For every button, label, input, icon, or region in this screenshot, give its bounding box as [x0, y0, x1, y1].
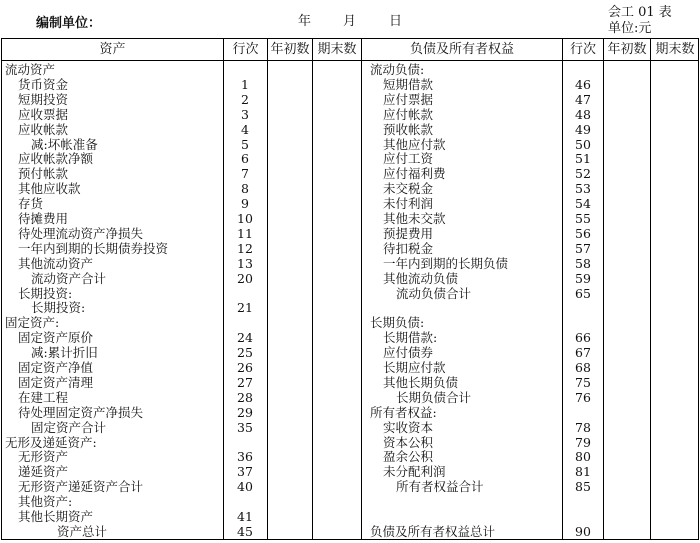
liability-line-no: 59 — [575, 270, 591, 286]
liability-label: 应付福利费 — [383, 166, 446, 182]
liability-label: 未分配利润 — [383, 464, 446, 480]
end-balance-column-header: 期末数 — [317, 42, 357, 57]
liability-label: 资本公积 — [383, 434, 434, 450]
preparer-unit-label: 编制单位： — [36, 16, 102, 31]
liability-line-no: 90 — [575, 523, 591, 539]
asset-label: 减:坏帐准备 — [31, 136, 98, 152]
liability-row — [2, 77, 698, 93]
liabilities-equity-column-header: 负债及所有者权益 — [409, 42, 514, 57]
liability-line-no: 55 — [575, 211, 591, 226]
liability-row — [2, 256, 698, 272]
asset-line-no: 21 — [237, 300, 253, 316]
year-label: 年 — [298, 14, 312, 29]
asset-line-no: 10 — [237, 211, 253, 226]
liability-row — [2, 509, 698, 525]
liability-line-no: 52 — [575, 166, 591, 182]
liability-label: 所有者权益: — [370, 404, 437, 420]
asset-label: 递延资产 — [18, 464, 69, 480]
asset-label: 应收帐款 — [18, 121, 69, 137]
liability-line-no: 85 — [575, 479, 591, 495]
asset-label: 流动资产 — [5, 62, 56, 77]
asset-label: 其他应收款 — [18, 181, 81, 197]
liability-label: 长期负债合计 — [396, 389, 472, 405]
line-no-column-header: 行次 — [569, 42, 596, 57]
liability-line-no: 53 — [575, 181, 591, 197]
asset-label: 待处理流动资产净损失 — [18, 225, 144, 241]
liability-row — [2, 226, 698, 242]
asset-label: 流动资产合计 — [31, 270, 107, 286]
asset-label: 固定资产原价 — [18, 330, 94, 346]
liability-label: 长期负债: — [370, 315, 425, 331]
asset-line-no: 11 — [237, 225, 253, 241]
form-code: 会工 01 表 — [608, 5, 672, 20]
liability-label: 盈余公积 — [383, 449, 434, 465]
liability-label: 其他长期负债 — [383, 374, 459, 390]
liability-line-no: 47 — [575, 91, 591, 107]
asset-line-no: 9 — [241, 196, 249, 212]
liability-line-no: 49 — [575, 121, 591, 137]
asset-line-no: 45 — [237, 523, 253, 539]
asset-line-no: 3 — [241, 106, 249, 122]
liability-row — [2, 107, 698, 123]
liability-row — [2, 300, 698, 316]
asset-line-no: 25 — [237, 345, 253, 361]
asset-label: 待摊费用 — [18, 211, 69, 226]
liability-row — [2, 479, 698, 495]
liability-row — [2, 196, 698, 212]
liability-row — [2, 181, 698, 197]
liability-row — [2, 137, 698, 153]
liability-row — [2, 286, 698, 302]
liability-row — [2, 92, 698, 108]
asset-label: 一年内到期的长期债券投资 — [18, 240, 169, 256]
asset-line-no: 41 — [237, 509, 253, 524]
asset-label: 其他流动资产 — [18, 255, 94, 271]
liability-label: 流动负债: — [370, 62, 425, 77]
asset-label: 长期投资: — [18, 285, 73, 301]
header-divider — [2, 60, 698, 61]
liability-row — [2, 420, 698, 436]
asset-label: 固定资产清理 — [18, 374, 94, 390]
liability-line-no: 51 — [575, 151, 591, 167]
asset-label: 无形资产 — [18, 449, 69, 465]
liability-row — [2, 151, 698, 167]
liability-label: 预提费用 — [383, 225, 434, 241]
liability-line-no: 50 — [575, 136, 591, 152]
liability-line-no: 58 — [575, 255, 591, 271]
liability-row — [2, 390, 698, 406]
liability-row — [2, 494, 698, 510]
liability-row — [2, 122, 698, 138]
begin-balance-column-header: 年初数 — [270, 42, 310, 57]
asset-line-no: 28 — [237, 389, 253, 405]
liability-row — [2, 62, 698, 78]
asset-label: 货币资金 — [18, 76, 69, 92]
end-balance-column-header: 期末数 — [655, 42, 695, 57]
liability-line-no: 80 — [575, 449, 591, 465]
liability-label: 流动负债合计 — [396, 285, 472, 301]
liability-label: 其他应付款 — [383, 136, 446, 152]
line-no-column-header: 行次 — [232, 42, 259, 57]
begin-balance-column-header: 年初数 — [607, 42, 647, 57]
asset-line-no: 12 — [237, 240, 253, 256]
liability-row — [2, 241, 698, 257]
liability-label: 未付利润 — [383, 196, 434, 212]
liability-row — [2, 211, 698, 227]
liability-row — [2, 330, 698, 346]
liability-label: 所有者权益合计 — [396, 479, 484, 495]
liability-line-no: 66 — [575, 330, 591, 346]
liability-row — [2, 405, 698, 421]
asset-label: 无形及递延资产: — [5, 434, 97, 450]
liability-label: 预收帐款 — [383, 121, 434, 137]
asset-line-no: 4 — [241, 121, 249, 137]
asset-label: 其他资产: — [18, 494, 73, 510]
asset-label: 应收帐款净额 — [18, 151, 94, 167]
asset-label: 无形资产递延资产合计 — [18, 479, 144, 495]
liability-label: 长期借款: — [383, 330, 438, 346]
liability-row — [2, 360, 698, 376]
liability-line-no: 79 — [575, 434, 591, 450]
asset-line-no: 35 — [237, 419, 253, 435]
asset-line-no: 1 — [241, 76, 249, 92]
asset-line-no: 20 — [237, 270, 253, 286]
asset-line-no: 6 — [241, 151, 249, 167]
liability-label: 实收资本 — [383, 419, 434, 435]
asset-line-no: 2 — [241, 91, 249, 107]
liability-line-no: 68 — [575, 360, 591, 375]
asset-label: 其他长期资产 — [18, 509, 94, 524]
liability-line-no: 65 — [575, 285, 591, 301]
liability-label: 负债及所有者权益总计 — [370, 523, 496, 539]
asset-line-no: 37 — [237, 464, 253, 480]
asset-line-no: 36 — [237, 449, 253, 465]
liability-label: 其他未交款 — [383, 211, 446, 226]
liability-row — [2, 375, 698, 391]
asset-line-no: 7 — [241, 166, 249, 182]
asset-line-no: 8 — [241, 181, 249, 197]
asset-label: 减:累计折旧 — [31, 345, 98, 361]
currency-unit: 单位:元 — [608, 21, 652, 36]
asset-line-no: 27 — [237, 374, 253, 390]
balance-sheet-table — [1, 38, 699, 540]
liability-row — [2, 315, 698, 331]
liability-row — [2, 345, 698, 361]
liability-line-no: 57 — [575, 240, 591, 256]
asset-line-no: 40 — [237, 479, 253, 495]
liability-line-no: 78 — [575, 419, 591, 435]
asset-line-no: 26 — [237, 360, 253, 375]
asset-line-no: 24 — [237, 330, 253, 346]
liability-label: 一年内到期的长期负债 — [383, 255, 509, 271]
liability-row — [2, 449, 698, 465]
asset-label: 固定资产合计 — [31, 419, 107, 435]
asset-label: 资产总计 — [57, 523, 108, 539]
liability-label: 待扣税金 — [383, 240, 434, 256]
liability-row — [2, 464, 698, 480]
liability-label: 应付债券 — [383, 345, 434, 361]
asset-label: 固定资产: — [5, 315, 60, 331]
assets-column-header: 资产 — [99, 42, 126, 57]
asset-label: 固定资产净值 — [18, 360, 94, 375]
liability-line-no: 56 — [575, 225, 591, 241]
liability-label: 其他流动负债 — [383, 270, 459, 286]
asset-line-no: 5 — [241, 136, 249, 152]
asset-label: 待处理固定资产净损失 — [18, 404, 144, 420]
liability-line-no: 67 — [575, 345, 591, 361]
liability-row — [2, 524, 698, 540]
liability-line-no: 48 — [575, 106, 591, 122]
asset-label: 预付帐款 — [18, 166, 69, 182]
liability-line-no: 75 — [575, 374, 591, 390]
asset-label: 在建工程 — [18, 389, 69, 405]
liability-label: 应付帐款 — [383, 106, 434, 122]
liability-line-no: 81 — [575, 464, 591, 480]
asset-label: 短期投资 — [18, 91, 69, 107]
liability-label: 长期应付款 — [383, 360, 446, 375]
month-label: 月 — [343, 14, 357, 29]
liability-line-no: 46 — [575, 76, 591, 92]
asset-line-no: 29 — [237, 404, 253, 420]
liability-label: 应付工资 — [383, 151, 434, 167]
liability-label: 短期借款 — [383, 76, 434, 92]
asset-line-no: 13 — [237, 255, 253, 271]
asset-label: 应收票据 — [18, 106, 69, 122]
liability-row — [2, 166, 698, 182]
liability-label: 应付票据 — [383, 91, 434, 107]
liability-row — [2, 271, 698, 287]
asset-label: 存货 — [18, 196, 44, 212]
liability-row — [2, 435, 698, 451]
liability-line-no: 54 — [575, 196, 591, 212]
liability-line-no: 76 — [575, 389, 591, 405]
liability-label: 未交税金 — [383, 181, 434, 197]
asset-label: 长期投资: — [31, 300, 86, 316]
day-label: 日 — [389, 14, 403, 29]
